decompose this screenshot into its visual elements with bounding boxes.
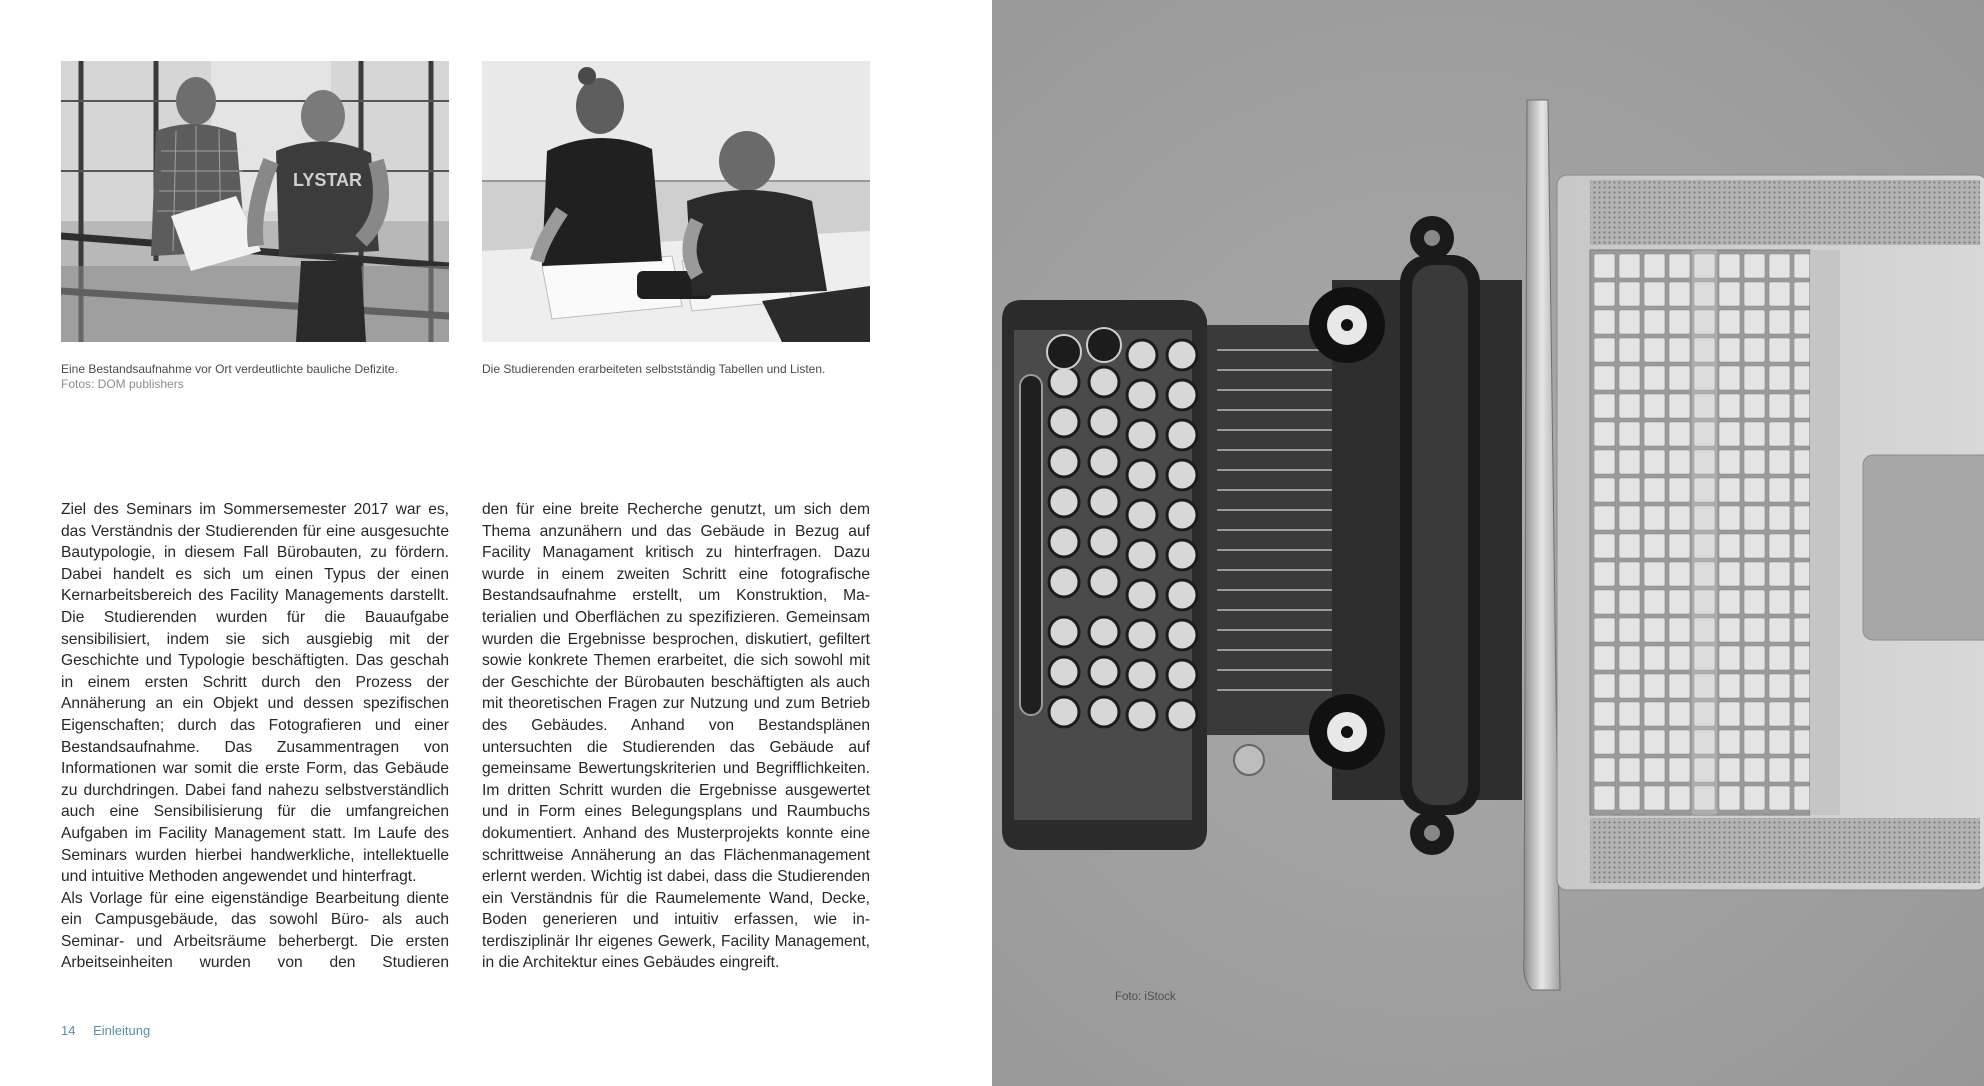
- shirt-print-text: LYSTAR: [293, 170, 363, 190]
- section-title: Einleitung: [93, 1023, 151, 1038]
- caption-text: Eine Bestandsaufnahme vor Ort verdeutlichte bauliche Defizite.: [61, 362, 398, 376]
- right-page-photo: [992, 0, 1984, 1086]
- photo-caption-right: [482, 362, 870, 377]
- page-number: 14: [61, 1023, 76, 1038]
- caption-text: Die Studierenden erarbeiteten selbstständig Tabellen und Listen.: [482, 362, 826, 376]
- photo-caption-left: [61, 362, 449, 392]
- body-paragraph: Ziel des Seminars im Sommersemester 2017 war es, das Verständnis der Studierenden für eine ausgesuchte Bautypologie, in diesem Fall Bürobauten, zu fördern. Dabei handelt es sich um einen Typus der einen Kernarbeitsbereich des Facility Managements darstellt. Die Studierenden wurden für die Bauaufgabe sensibilisiert, indem sie sich ausgiebig mit der Geschichte und Typologie beschäftigten. Das geschah in einem ersten Schritt durch den Prozess der Annäherung an ein Objekt und dessen spezifischen Eigenschaften; durch das Fotografieren und einer Bestandsaufnahme. Das Zusammentragen von Informationen war somit die erste Form, das Gebäude zu durchdringen. Dabei fand nahezu selbstverständlich auch eine Sensibilisierung für die umfangreichen Aufgaben im Facility Management statt. Im Laufe des Seminars wurden hierbei handwerkliche, intellektuelle und intuitive Methoden angewendet und hinterfragt.: [61, 501, 449, 886]
- site-survey-photo: [61, 61, 449, 342]
- body-text-column-1: [61, 499, 449, 974]
- body-paragraph: den für eine breite Recherche genutzt, um sich dem Thema anzunähern und das Gebäude in Bezug auf Facility Managament kritisch zu hinterfragen. Dazu wurde in einem zweiten Schritt eine fotografische Bestandsaufnahme erstellt, um Konstruktion, Materialien und Oberflächen zu spezifizieren. Gemeinsam wurden die Ergebnisse besprochen, diskutiert, gefiltert sowie konkrete Themen erarbeitet, die sich sowohl mit der Geschichte der Bürobauten beschäftigten als auch mit theoretischen Fragen zur Nutzung und zum Betrieb des Gebäudes. Anhand von Bestandsplänen untersuchten die Studierenden das Gebäude auf gemeinsame Bewertungskriterien und Begrifflichkeiten. Im dritten Schritt wurden die Ergebnisse ausgewertet und in Form eines Belegungsplans und Raumbuchs dokumentiert. Anhand des Musterprojekts konnte eine schrittweise Annäherung an das Flächenmanagement erlernt werden. Wichtig ist dabei, dass die Studierenden ein Verständnis für die Raumelemente Wand, Decke, Boden generieren und intuitiv erfassen, wie interdisziplinär Ihr eigenes Gewerk, Facility Management, in die Architektur eines Gebäudes eingreift.: [482, 501, 870, 972]
- page-footer: [61, 1023, 164, 1038]
- photo-credit: Fotos: DOM publishers: [61, 377, 184, 391]
- right-photo-credit: Foto: iStock: [1115, 991, 1176, 1003]
- typewriter-laptop-photo: [992, 0, 1984, 1086]
- students-working-photo: [482, 61, 870, 342]
- body-paragraph: Als Vorlage für eine eigenständige Bearbeitung diente ein Campusgebäude, das sowohl Büro- als auch Seminar- und Arbeitsräume beherbergt. Die ersten Arbeitseinheiten wurden von den Studieren: [61, 889, 449, 972]
- body-text-column-2: [482, 499, 870, 974]
